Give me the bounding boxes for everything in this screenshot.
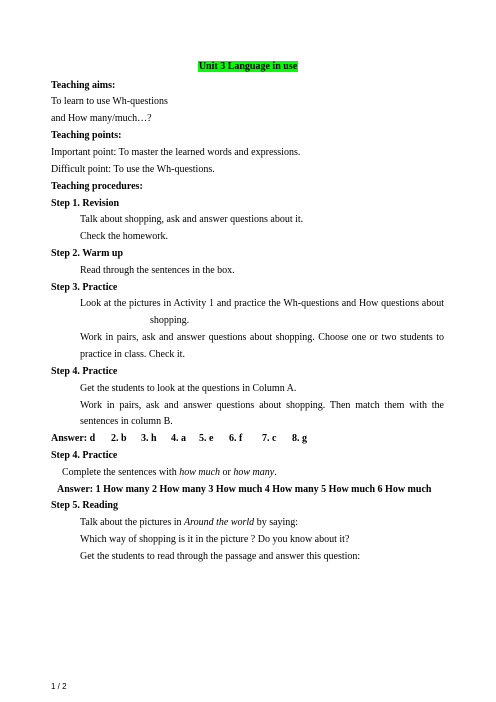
step2-heading: Step 2. Warm up (51, 248, 124, 259)
step4b-text-post: . (274, 467, 277, 478)
aims-heading: Teaching aims: (51, 80, 116, 91)
step2-line-1: Read through the sentences in the box. (80, 265, 235, 276)
answer-1-item: 8. g (292, 433, 307, 444)
page-title (0, 56, 496, 74)
step3-line-2b: practice in class. Check it. (80, 349, 185, 360)
step5-line-3: Get the students to read through the passage and answer this question: (80, 551, 361, 562)
aims-line-2: and How many/much…? (51, 113, 152, 124)
step1-line-2: Check the homework. (80, 231, 169, 242)
step4b-emph-2: how many (233, 467, 275, 478)
step3-line-1b: shopping. (150, 315, 190, 326)
answer-1-label: Answer: d (51, 433, 96, 444)
aims-line-1: To learn to use Wh-questions (51, 96, 168, 107)
difficult-point: Difficult point: To use the Wh-questions. (51, 164, 215, 175)
step4b-text-pre: Complete the sentences with (62, 467, 180, 478)
answer-1-item: 7. c (262, 433, 277, 444)
answer-1-item: 2. b (111, 433, 127, 444)
title-highlight: Unit 3 Language in use (198, 61, 298, 72)
important-point: Important point: To master the learned words and expressions. (51, 147, 301, 158)
procedures-heading: Teaching procedures: (51, 181, 143, 192)
answer-1-item: 3. h (141, 433, 157, 444)
step4a-heading: Step 4. Practice (51, 366, 118, 377)
answer-1-item: 4. a (171, 433, 186, 444)
answer-1-item: 6. f (229, 433, 243, 444)
step3-line-1a: Look at the pictures in Activity 1 and practice the Wh-questions and How questions about (80, 298, 444, 309)
step1-line-1: Talk about shopping, ask and answer questions about it. (80, 214, 304, 225)
step5-emph: Around the world (184, 517, 255, 528)
step5-line-1 (80, 517, 298, 529)
step4b-text-mid: or (220, 467, 234, 478)
step4a-line-2b: sentences in column B. (80, 416, 173, 427)
answer-1-item: 5. e (199, 433, 214, 444)
step5-line-2: Which way of shopping is it in the picture ? Do you know about it? (80, 534, 350, 545)
step3-heading: Step 3. Practice (51, 282, 118, 293)
answer-line-1 (51, 433, 307, 445)
step4a-line-2a: Work in pairs, ask and answer questions about shopping. Then match them with the (80, 400, 444, 411)
step5-text-pre: Talk about the pictures in (80, 517, 184, 528)
step4b-line-1 (62, 467, 277, 479)
step4b-heading: Step 4. Practice (51, 450, 118, 461)
answer-line-2: Answer: 1 How many 2 How many 3 How much 4 How many 5 How much 6 How much (57, 484, 432, 495)
step4a-line-1: Get the students to look at the questions in Column A. (80, 383, 297, 394)
step1-heading: Step 1. Revision (51, 198, 120, 209)
step3-line-2a: Work in pairs, ask and answer questions about shopping. Choose one or two students to (80, 332, 444, 343)
step5-heading: Step 5. Reading (51, 500, 118, 511)
step4b-emph-1: how much (179, 467, 221, 478)
step5-text-post: by saying: (254, 517, 299, 528)
points-heading: Teaching points: (51, 130, 122, 141)
page-number: 1 / 2 (51, 682, 67, 691)
